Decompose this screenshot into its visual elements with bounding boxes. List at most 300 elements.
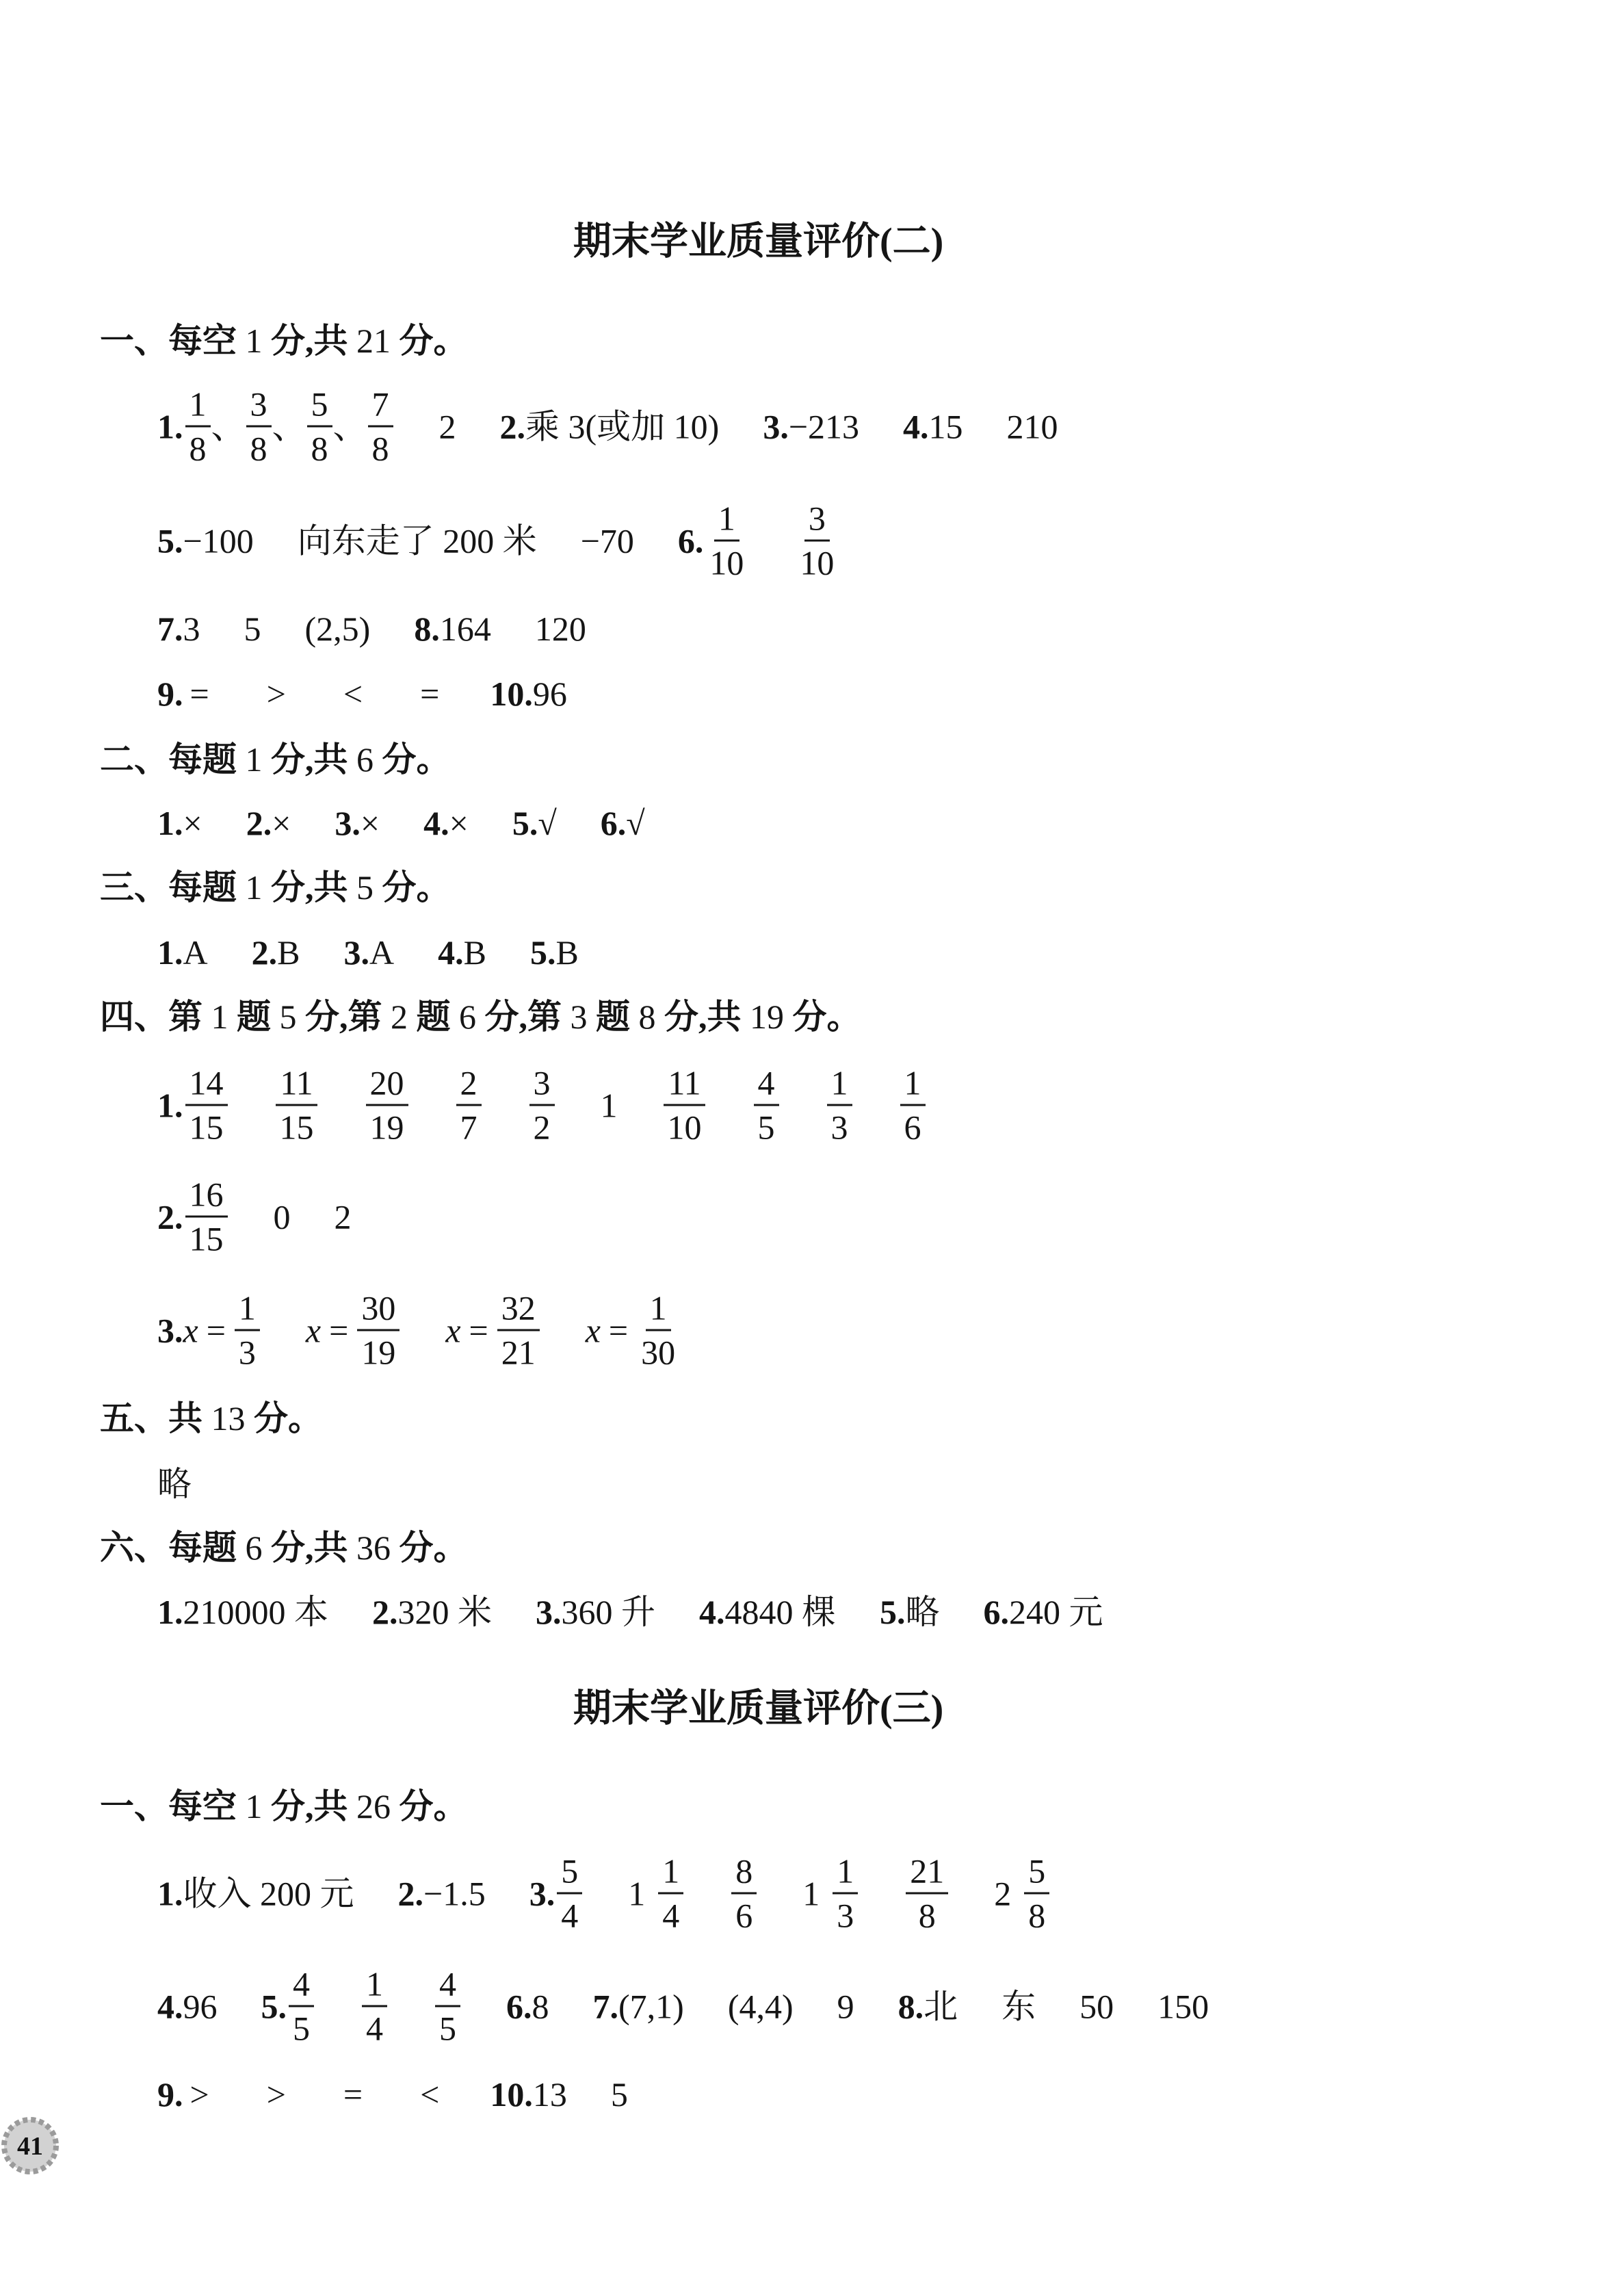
question-number: 4.	[699, 1593, 725, 1631]
answer-item	[593, 1986, 854, 2027]
answer-group	[183, 387, 395, 466]
answer-item	[157, 2074, 446, 2115]
question-number: 5.	[880, 1593, 906, 1631]
answer-text: −213	[788, 407, 860, 445]
answer-lead	[490, 673, 567, 714]
heading-segment: 分,共	[262, 740, 356, 779]
answer-lead	[506, 1986, 549, 2027]
answer-line	[157, 2074, 628, 2115]
heading-segment: 分,共	[262, 1787, 356, 1825]
fraction	[658, 1851, 683, 1935]
fraction	[754, 1063, 779, 1147]
heading-segment: 题	[228, 998, 280, 1036]
fraction	[276, 1063, 318, 1147]
question-number: 4.	[423, 804, 449, 842]
answer-text: >	[266, 2075, 286, 2114]
answer-item	[699, 1591, 836, 1633]
answer-item	[414, 608, 586, 649]
answer-lead	[593, 1986, 684, 2027]
fraction	[529, 1063, 555, 1147]
answer-item	[898, 1986, 1209, 2027]
question-number: 2.	[397, 1874, 423, 1912]
fraction	[827, 1063, 852, 1147]
answer-text: 、	[211, 407, 246, 445]
question-number: 9.	[157, 675, 183, 713]
heading-segment: 三、每题	[100, 868, 246, 907]
fraction	[246, 387, 272, 466]
answer-lead	[490, 2074, 567, 2115]
answer-text: =	[206, 1311, 226, 1349]
variable-x: x	[445, 1311, 461, 1349]
answer-item	[252, 932, 300, 973]
heading-segment: 19	[750, 998, 784, 1036]
answer-text: 9	[837, 1987, 854, 2025]
answer-lead	[157, 1063, 230, 1147]
answer-lead	[157, 1591, 328, 1633]
question-number: 4.	[903, 407, 929, 445]
fraction-numerator: 5	[557, 1854, 582, 1895]
heading-segment: 分。	[784, 998, 861, 1036]
heading-segment: 五、共	[100, 1399, 211, 1438]
fraction	[833, 1851, 858, 1935]
heading-segment: 分,共	[262, 1529, 356, 1567]
question-number: 6.	[600, 804, 627, 842]
variable-x: x	[305, 1311, 322, 1349]
heading-segment: 一、每空	[100, 1787, 246, 1825]
answer-text: 3	[183, 610, 200, 648]
answer-lead	[372, 1591, 492, 1633]
heading-segment: 3	[570, 998, 588, 1036]
question-number: 10.	[490, 675, 533, 713]
answer-text: 1	[600, 1086, 618, 1124]
answer-item	[903, 406, 1058, 447]
answer-lead	[335, 803, 380, 844]
answer-item	[372, 1591, 492, 1633]
question-number: 1.	[157, 933, 183, 972]
fraction-numerator: 3	[246, 387, 272, 428]
answer-line	[157, 499, 840, 582]
answer-text: A	[369, 933, 395, 972]
heading-segment: 2	[391, 998, 408, 1036]
answer-text: <	[343, 675, 363, 713]
answer-item	[157, 387, 456, 466]
fraction	[731, 1851, 757, 1935]
fraction-denominator: 3	[830, 1108, 848, 1147]
heading-segment: 6	[245, 1529, 263, 1567]
answer-line	[157, 387, 1058, 466]
fraction	[435, 1964, 460, 2048]
heading-segment: 分。	[391, 1529, 468, 1567]
answer-text: 120	[534, 610, 586, 648]
fraction	[289, 1964, 314, 2048]
heading-segment: 36	[356, 1529, 391, 1567]
answer-line	[157, 932, 579, 973]
fraction-denominator: 30	[641, 1333, 676, 1372]
fraction-denominator: 5	[293, 2009, 310, 2048]
fraction-numerator: 1	[185, 387, 211, 428]
answer-item	[506, 1986, 549, 2027]
answer-line	[157, 1851, 1051, 1935]
answer-lead	[536, 1591, 655, 1633]
answer-item	[157, 1986, 218, 2027]
answer-item	[261, 1964, 463, 2048]
answer-item	[438, 932, 486, 973]
section-heading	[100, 996, 861, 1037]
fraction-numerator: 4	[289, 1967, 314, 2007]
heading-segment: 分。	[374, 740, 451, 779]
answer-text: 164	[439, 610, 491, 648]
question-number: 2.	[372, 1593, 398, 1631]
question-number: 5.	[261, 1987, 287, 2025]
fraction-numerator: 21	[906, 1854, 948, 1895]
fraction-numerator: 5	[1024, 1854, 1049, 1895]
mixed-number	[994, 1851, 1051, 1935]
fraction	[368, 387, 393, 466]
fraction-denominator: 8	[250, 429, 267, 468]
answer-text: A	[183, 933, 208, 972]
answer-text: 5	[244, 610, 261, 648]
fraction	[185, 1175, 228, 1258]
question-number: 5.	[157, 521, 183, 560]
answer-item	[512, 803, 557, 844]
fraction-numerator: 1	[833, 1854, 858, 1895]
answer-line	[157, 1464, 192, 1505]
heading-segment: 5	[356, 868, 374, 907]
heading-segment: 分,第	[476, 998, 571, 1036]
answer-item	[157, 1175, 352, 1258]
question-number: 2.	[251, 933, 278, 972]
answer-text: 4840 棵	[724, 1593, 836, 1631]
question-number: 1.	[157, 804, 183, 842]
answer-text: =	[329, 1311, 349, 1349]
answer-line	[157, 1288, 681, 1372]
fraction-numerator: 2	[456, 1066, 482, 1106]
answer-group	[445, 1288, 541, 1372]
answer-lead	[414, 608, 491, 649]
fraction	[456, 1063, 482, 1147]
fraction-denominator: 10	[667, 1108, 702, 1147]
answer-text: 0	[273, 1197, 291, 1236]
mixed-number	[802, 1851, 860, 1935]
question-number: 3.	[529, 1874, 555, 1912]
answer-item	[157, 608, 370, 649]
answer-item	[157, 1464, 192, 1505]
answer-item	[536, 1591, 655, 1633]
fraction	[664, 1063, 706, 1147]
fraction	[185, 1063, 228, 1147]
mixed-number-whole: 2	[994, 1874, 1012, 1912]
answer-item	[530, 932, 579, 973]
answer-lead	[157, 1986, 218, 2027]
answer-text: >	[189, 2075, 209, 2114]
answer-text: 、	[272, 407, 306, 445]
heading-segment: 分。	[374, 868, 451, 907]
answer-lead	[529, 1851, 585, 1935]
answer-lead	[157, 2074, 216, 2115]
answer-item	[157, 1288, 681, 1372]
answer-text: =	[343, 2075, 363, 2114]
answer-lead	[763, 406, 859, 447]
answer-text: ×	[272, 804, 291, 842]
fraction	[185, 387, 211, 466]
answer-item	[601, 803, 645, 844]
answer-text: √	[538, 804, 557, 842]
answer-lead	[157, 1873, 354, 1914]
answer-text: 150	[1157, 1987, 1209, 2025]
heading-segment: 四、第	[100, 998, 211, 1036]
fraction-denominator: 10	[800, 543, 835, 582]
question-number: 1.	[157, 1086, 183, 1124]
answer-text: −100	[183, 521, 254, 560]
heading-segment: 6	[356, 740, 374, 779]
section-heading	[100, 1527, 468, 1568]
heading-segment: 分,共	[262, 868, 356, 907]
answer-line	[157, 803, 645, 844]
heading-segment: 分。	[245, 1399, 322, 1438]
answer-text: B	[277, 933, 300, 972]
fraction-denominator: 8	[918, 1896, 936, 1935]
fraction	[900, 1063, 926, 1147]
answer-lead	[157, 1288, 262, 1372]
answer-text: (4,4)	[727, 1987, 794, 2025]
question-number: 4.	[438, 933, 464, 972]
fraction-denominator: 6	[904, 1108, 921, 1147]
answer-text: 50	[1079, 1987, 1114, 2025]
fraction-numerator: 4	[435, 1967, 460, 2007]
answer-lead	[157, 387, 395, 466]
answer-lead	[699, 1591, 836, 1633]
fraction-numerator: 5	[307, 387, 332, 428]
answer-text: 5	[610, 2075, 628, 2114]
question-number: 5.	[529, 933, 556, 972]
fraction	[637, 1288, 679, 1372]
question-number: 8.	[414, 610, 440, 648]
question-number: 6.	[983, 1593, 1009, 1631]
fraction-denominator: 15	[279, 1108, 314, 1147]
answer-item	[880, 1591, 940, 1633]
fraction-numerator: 3	[529, 1066, 555, 1106]
fraction-denominator: 10	[709, 543, 744, 582]
heading-segment: 分。	[391, 1787, 468, 1825]
section-heading	[100, 739, 451, 780]
answer-text: 2	[334, 1197, 352, 1236]
fraction	[497, 1288, 540, 1372]
answer-text: √	[626, 804, 645, 842]
question-number: 8.	[898, 1987, 924, 2025]
answer-item	[398, 1873, 486, 1914]
answer-item	[246, 803, 291, 844]
question-number: 9.	[157, 2075, 183, 2114]
fraction-numerator: 1	[714, 502, 739, 542]
mixed-number-whole: 1	[628, 1874, 646, 1912]
section-title: 期末学业质量评价(三)	[573, 1687, 944, 1730]
answer-lead	[157, 673, 216, 714]
answer-text: 360 升	[561, 1593, 655, 1631]
answer-lead	[157, 520, 254, 561]
answer-text: 15	[928, 407, 963, 445]
answer-text: ×	[449, 804, 469, 842]
answer-group	[305, 1288, 402, 1372]
answer-text: 2	[438, 407, 456, 445]
fraction-denominator: 15	[189, 1219, 224, 1258]
answer-lead	[898, 1986, 958, 2027]
answer-lead	[252, 932, 300, 973]
question-number: 3.	[335, 804, 361, 842]
fraction-denominator: 5	[757, 1108, 775, 1147]
fraction	[1024, 1851, 1049, 1935]
heading-segment: 5	[279, 998, 297, 1036]
fraction-numerator: 1	[900, 1066, 926, 1106]
heading-segment: 6	[459, 998, 476, 1036]
answer-item	[157, 673, 446, 714]
heading-segment: 1	[245, 1787, 263, 1825]
heading-segment: 8	[638, 998, 656, 1036]
answer-text: 收入 200 元	[183, 1874, 354, 1912]
fraction	[557, 1851, 582, 1935]
fraction-numerator: 14	[185, 1066, 228, 1106]
answer-lead	[398, 1873, 486, 1914]
answer-item	[500, 406, 720, 447]
question-number: 2.	[246, 804, 272, 842]
mixed-number	[628, 1851, 685, 1935]
fraction	[366, 1063, 408, 1147]
answer-line	[157, 1063, 928, 1147]
answer-text: >	[266, 675, 286, 713]
fraction-numerator: 1	[658, 1854, 683, 1895]
answer-line	[157, 608, 586, 649]
answer-line	[157, 673, 567, 714]
fraction-numerator: 11	[664, 1066, 705, 1106]
fraction-numerator: 32	[497, 1291, 540, 1331]
answer-text: (7,1)	[618, 1987, 684, 2025]
heading-segment: 题	[587, 998, 639, 1036]
fraction	[235, 1288, 260, 1372]
section-heading	[100, 1398, 322, 1439]
fraction-denominator: 8	[311, 429, 328, 468]
answer-text: 、	[332, 407, 367, 445]
heading-segment: 题	[408, 998, 459, 1036]
mixed-number-whole: 1	[802, 1874, 820, 1912]
answer-item	[763, 406, 859, 447]
answer-text: B	[463, 933, 486, 972]
answer-line	[157, 1591, 1103, 1633]
answer-text: =	[420, 675, 440, 713]
heading-segment: 1	[211, 998, 228, 1036]
question-number: 10.	[490, 2075, 533, 2114]
variable-x: x	[585, 1311, 601, 1349]
answer-text: 96	[183, 1987, 218, 2025]
answer-item	[157, 1873, 354, 1914]
answer-text: 东	[1001, 1987, 1036, 2025]
answer-text: 8	[532, 1987, 549, 2025]
heading-segment: 13	[211, 1399, 246, 1438]
answer-item	[677, 499, 841, 582]
fraction-numerator: 1	[235, 1291, 260, 1331]
page-number-badge	[0, 2114, 63, 2177]
answer-text: 略	[157, 1465, 192, 1503]
fraction-numerator: 1	[362, 1967, 387, 2007]
answer-text: =	[608, 1311, 629, 1349]
heading-segment: 二、每题	[100, 740, 246, 779]
section-heading	[100, 1786, 468, 1827]
answer-lead	[500, 406, 720, 447]
answer-text: =	[469, 1311, 488, 1349]
answer-text: 96	[532, 675, 567, 713]
answer-lead	[512, 803, 557, 844]
answer-text: B	[555, 933, 579, 972]
answer-lead	[530, 932, 579, 973]
fraction-denominator: 21	[501, 1333, 536, 1372]
fraction	[705, 499, 748, 582]
fraction	[307, 387, 332, 466]
fraction-denominator: 3	[837, 1896, 854, 1935]
answer-lead	[261, 1964, 317, 2048]
question-number: 3.	[343, 933, 369, 972]
fraction-denominator: 6	[735, 1896, 753, 1935]
question-number: 3.	[763, 407, 789, 445]
answer-lead	[246, 803, 291, 844]
fraction-denominator: 3	[238, 1333, 256, 1372]
answer-text: 210	[1006, 407, 1058, 445]
question-number: 1.	[157, 1874, 183, 1912]
fraction-denominator: 4	[366, 2009, 383, 2048]
answer-item	[984, 1591, 1103, 1633]
heading-segment: 分,共	[262, 322, 356, 360]
fraction-numerator: 1	[646, 1291, 671, 1331]
fraction-numerator: 20	[366, 1066, 408, 1106]
answer-group	[183, 1288, 262, 1372]
answer-text: <	[420, 2075, 440, 2114]
answer-item	[423, 803, 469, 844]
answer-text: 240 元	[1009, 1593, 1103, 1631]
question-number: 7.	[157, 610, 183, 648]
fraction	[796, 499, 838, 582]
answer-item	[157, 520, 634, 561]
fraction-denominator: 4	[662, 1896, 680, 1935]
answer-item	[529, 1851, 1052, 1935]
section-heading	[100, 867, 451, 908]
heading-segment: 21	[356, 322, 391, 360]
answer-lead	[601, 803, 645, 844]
answer-lead	[903, 406, 963, 447]
answer-text: −70	[580, 521, 634, 560]
fraction	[357, 1288, 400, 1372]
page-number: 41	[17, 2132, 43, 2161]
fraction-numerator: 1	[827, 1066, 852, 1106]
answer-lead	[880, 1591, 940, 1633]
answer-item	[157, 803, 202, 844]
section-heading	[100, 320, 468, 361]
fraction-denominator: 15	[189, 1108, 224, 1147]
answer-text: (2,5)	[304, 610, 371, 648]
question-number: 7.	[592, 1987, 618, 2025]
fraction-denominator: 2	[533, 1108, 551, 1147]
answer-lead	[677, 499, 750, 582]
question-number: 1.	[157, 407, 183, 445]
answer-line	[157, 1175, 352, 1258]
answer-text: =	[189, 675, 209, 713]
answer-lead	[423, 803, 469, 844]
answer-lead	[157, 1464, 192, 1505]
fraction-denominator: 5	[439, 2009, 456, 2048]
fraction-numerator: 4	[754, 1066, 779, 1106]
answer-text: 320 米	[397, 1593, 492, 1631]
question-number: 6.	[506, 1987, 532, 2025]
answer-lead	[157, 932, 208, 973]
answer-lead	[157, 608, 200, 649]
fraction-numerator: 3	[804, 502, 830, 542]
fraction-denominator: 7	[460, 1108, 477, 1147]
